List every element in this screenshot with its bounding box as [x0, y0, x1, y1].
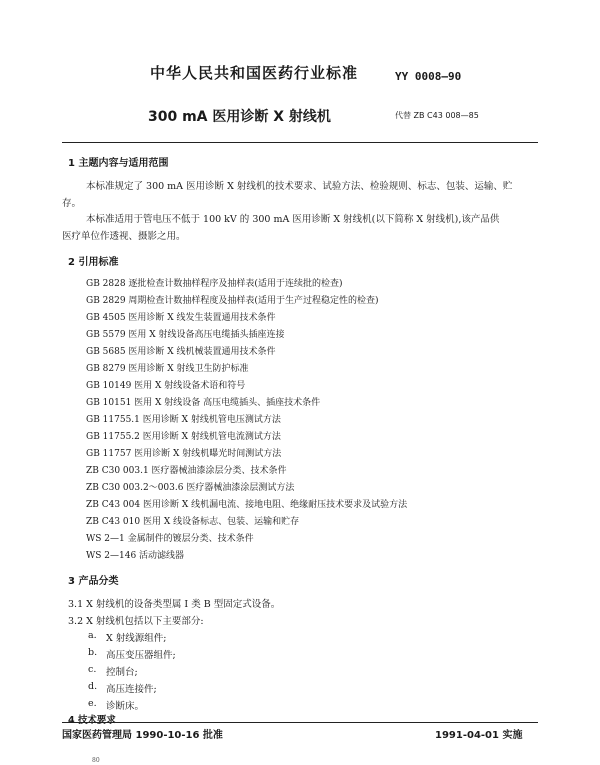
section-3-heading: 3 产品分类	[68, 576, 119, 587]
reference-item: GB 4505 医用诊断 X 线发生装置通用技术条件	[86, 313, 276, 323]
reference-item: GB 11757 医用诊断 X 射线机曝光时间测试方法	[86, 449, 282, 459]
standard-code: YY 0008—90	[395, 70, 462, 83]
header-divider	[62, 142, 538, 143]
reference-item: GB 11755.1 医用诊断 X 射线机管电压测试方法	[86, 415, 281, 425]
reference-item: WS 2—1 金属制件的镀层分类、技术条件	[86, 534, 254, 544]
reference-item: GB 11755.2 医用诊断 X 射线机管电流测试方法	[86, 432, 281, 442]
part-text: 诊断床。	[106, 701, 145, 712]
section-1-para-1-line-1: 本标准规定了 300 mA 医用诊断 X 射线机的技术要求、试验方法、检验规则、标志、包装、运输、贮	[86, 181, 513, 192]
approval-note: 国家医药管理局 1990-10-16 批准	[62, 730, 223, 741]
reference-item: ZB C30 003.2～003.6 医疗器械油漆涂层测试方法	[86, 483, 295, 493]
reference-item: GB 5685 医用诊断 X 线机械装置通用技术条件	[86, 347, 276, 357]
section-1-para-1-line-2: 存。	[62, 198, 82, 209]
part-text: 高压变压器组件;	[106, 650, 176, 661]
part-letter: b.	[88, 647, 98, 658]
part-letter: e.	[88, 698, 97, 709]
reference-item: ZB C30 003.1 医疗器械油漆涂层分类、技术条件	[86, 466, 287, 476]
reference-item: ZB C43 004 医用诊断 X 线机漏电流、接地电阻、绝缘耐压技术要求及试验方法	[86, 500, 408, 510]
footer-divider	[62, 722, 538, 723]
standard-category: 中华人民共和国医药行业标准	[150, 64, 359, 82]
part-letter: a.	[88, 630, 97, 641]
reference-item: ZB C43 010 医用 X 线设备标志、包装、运输和贮存	[86, 517, 300, 527]
reference-item: GB 8279 医用诊断 X 射线卫生防护标准	[86, 364, 249, 374]
part-text: X 射线源组件;	[106, 633, 167, 644]
reference-item: GB 10149 医用 X 射线设备术语和符号	[86, 381, 246, 391]
document-title: 300 mA 医用诊断 X 射线机	[148, 109, 331, 125]
reference-item: GB 10151 医用 X 射线设备 高压电缆插头、插座技术条件	[86, 398, 321, 408]
clause-3-2: 3.2 X 射线机包括以下主要部分:	[68, 616, 204, 627]
part-text: 控制台;	[106, 667, 138, 678]
replaces-note: 代替 ZB C43 008—85	[395, 111, 479, 120]
part-text: 高压连接件;	[106, 684, 157, 695]
reference-item: GB 2829 周期检查计数抽样程度及抽样表(适用于生产过程稳定性的检查)	[86, 296, 379, 306]
section-2-heading: 2 引用标准	[68, 257, 119, 268]
reference-item: WS 2—146 活动滤线器	[86, 551, 185, 561]
clause-3-1: 3.1 X 射线机的设备类型属 I 类 B 型固定式设备。	[68, 599, 281, 610]
section-4-heading: 4 技术要求	[68, 715, 116, 726]
part-letter: d.	[88, 681, 98, 692]
implementation-date: 1991-04-01 实施	[435, 730, 523, 741]
page-number: 80	[92, 757, 100, 764]
reference-item: GB 2828 逐批检查计数抽样程序及抽样表(适用于连续批的检查)	[86, 279, 343, 289]
section-1-heading: 1 主题内容与适用范围	[68, 158, 169, 169]
part-letter: c.	[88, 664, 97, 675]
section-1-para-2-line-2: 医疗单位作透视、摄影之用。	[62, 231, 186, 242]
section-1-para-2-line-1: 本标准适用于管电压不低于 100 kV 的 300 mA 医用诊断 X 射线机(以下简称 X 射线机),该产品供	[86, 214, 500, 225]
reference-item: GB 5579 医用 X 射线设备高压电缆插头插座连接	[86, 330, 285, 340]
